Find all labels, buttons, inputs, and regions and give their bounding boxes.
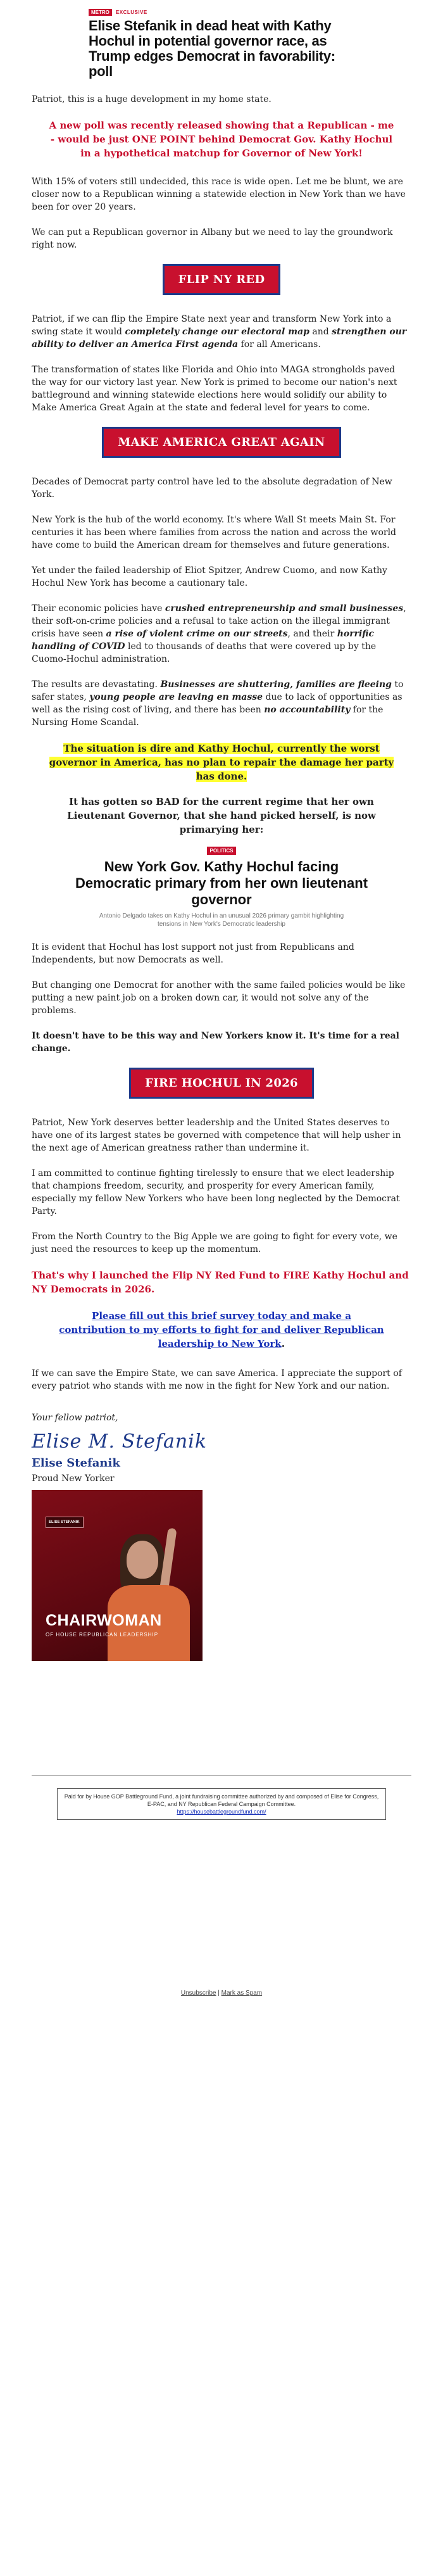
exclusive-tag: EXCLUSIVE [115,9,147,15]
footer-divider [32,1775,411,1776]
evident-paragraph: It is evident that Hochul has lost support not just from Republicans and Independents, but now Democrats as well. [32,942,354,965]
portrait-title: CHAIRWOMAN [46,1612,162,1629]
email-body [32,0,411,1997]
yet-paragraph: Yet under the failed leadership of Eliot Spitzer, Andrew Cuomo, and now Kathy Hochul New York has become a cautionary tale. [32,565,387,588]
results-paragraph [32,678,411,729]
highlight-block [44,742,399,783]
signer-title: Proud New Yorker [32,1474,115,1484]
flip-ny-red-button[interactable]: FLIP NY RED [163,264,281,295]
text-run: due to lack of opportunities as well as the rising cost of living, and there has been [32,692,402,715]
paid-for-link[interactable]: https://housebattlegroundfund.com/ [177,1809,266,1815]
maga-button-wrap [32,427,411,458]
north-paragraph: From the North Country to the Big Apple we are going to fight for every vote, we just need the resources to keep up the momentum. [32,1232,397,1254]
poll-callout: A new poll was recently released showing that a Republican - me - would be just ONE POINT behind Democrat Gov. Kathy Hochul in a hypothetical matchup for Governor of New York! [49,120,394,159]
metro-tag: METRO [89,9,112,16]
emphasis-america-first: strengthen our ability to deliver an America First agenda [32,327,407,350]
article-headline: Elise Stefanik in dead heat with Kathy Hochul in potential governor race, as Trump edges Democrat in favorability: poll [89,18,335,79]
emphasis-electoral-map: completely change our electoral map [125,327,309,337]
groundwork-paragraph: We can put a Republican governor in Albany but we need to lay the groundwork right now. [32,227,393,250]
flip-paragraph [32,313,411,351]
signature-image: Elise M. Stefanik [32,1430,208,1453]
footer-separator: | [216,1990,222,1997]
survey-link-block [57,1309,386,1351]
policies-paragraph [32,602,411,666]
voters-paragraph: With 15% of voters still undecided, this race is wide open. Let me be blunt, we are closer now to a Republican winning a statewide election in New York than we have been for over 20 years. [32,177,406,212]
hub-paragraph: New York is the hub of the world economy. It's where Wall St meets Main St. For centuries it has been where families from across the nation and across the world have come to build the American dream for themselves and future generations. [32,515,397,550]
flip-button-wrap [32,264,411,295]
fire-hochul-button[interactable]: FIRE HOCHUL IN 2026 [129,1068,314,1099]
text-run: led to thousands of deaths that were covered up by the Cuomo-Hochul administration. [32,641,377,664]
launch-callout: That's why I launched the Flip NY Red Fund to FIRE Kathy Hochul and NY Democrats in 2026. [32,1270,409,1295]
maga-button[interactable]: MAKE AMERICA GREAT AGAIN [102,427,340,458]
politics-subhead: Antonio Delgado takes on Kathy Hochul in an unusual 2026 primary gambit highlighting tensions in New York's Democratic leadership [99,912,344,928]
deserves-paragraph: Patriot, New York deserves better leadership and the United States deserves to have one of its largest states be governed with competence that will help usher in the next age of American greatness rather than undermine it. [32,1118,401,1153]
highlighted-text: The situation is dire and Kathy Hochul, currently the worst governor in America, has no plan to repair the damage her party has done. [49,743,394,782]
text-run: to safer states, [32,679,404,702]
transformation-paragraph: The transformation of states like Florida and Ohio into MAGA strongholds paved the way for our victory last year. New York is primed to become our nation's next battleground and winning statewide elections here would solidify our ability to Make America Great Again at the state and federal level for years to come. [32,365,397,413]
survey-link[interactable]: Please fill out this brief survey today and make a contribution to my efforts to fight for and deliver Republican leadership to New York [59,1310,384,1349]
portrait-subtitle: OF HOUSE REPUBLICAN LEADERSHIP [46,1632,159,1638]
doesnt-paragraph: It doesn't have to be this way and New Yorkers know it. It's time for a real change. [32,1031,399,1054]
email-footer [32,1990,411,1997]
survey-link-period: . [281,1337,285,1349]
emphasis-accountability: no accountability [264,705,351,715]
changing-paragraph: But changing one Democrat for another with the same failed policies would be like putting a new paint job on a broken down car, it would not solve any of the problems. [32,980,406,1016]
intro-paragraph: Patriot, this is a huge development in my home state. [32,94,271,104]
emphasis-small-business: crushed entrepreneurship and small businesses [165,603,404,614]
paid-for-disclaimer [57,1788,386,1820]
text-run: The results are devastating. [32,679,161,690]
emphasis-shuttering: Businesses are shuttering, families are fleeing [160,679,392,690]
article-headline-image[interactable] [89,9,354,79]
decades-paragraph: Decades of Democrat party control have led to the absolute degradation of New York. [32,477,392,500]
committed-paragraph: I am committed to continue fighting tirelessly to ensure that we elect leadership that champions freedom, security, and prosperity for every American family, especially my fellow New Yorkers who have been long neglected by the Democrat Party. [32,1168,400,1216]
chairwoman-portrait[interactable] [32,1490,203,1661]
emphasis-covid: horrific handling of COVID [32,629,375,652]
paid-for-text: Paid for by House GOP Battleground Fund, a joint fundraising committee authorized by and composed of Elise for Congress, E-PAC, and NY Republican Federal Campaign Committee. [64,1793,379,1807]
mark-spam-link[interactable]: Mark as Spam [221,1990,263,1997]
politics-tag: POLITICS [207,847,237,855]
article-tags [89,9,354,16]
signer-name: Elise Stefanik [32,1456,120,1470]
text-run: Patriot, if we can flip the Empire State next year and transform New York into a swing state it would [32,314,392,337]
text-run: , and their [287,629,337,639]
fire-button-wrap [32,1068,411,1099]
text-run: Their economic policies have [32,603,165,614]
sign-closing: Your fellow patriot, [32,1413,118,1423]
emphasis-violent-crime: a rise of violent crime on our streets [106,629,288,639]
text-run: for all Americans. [238,339,321,350]
save-paragraph: If we can save the Empire State, we can save America. I appreciate the support of every patriot who stands with me now in the fight for New York and our nation. [32,1368,402,1391]
text-run: for the Nursing Home Scandal. [32,705,384,728]
bad-callout: It has gotten so BAD for the current regime that her own Lieutenant Governor, that she hand picked herself, is now primarying her: [67,796,376,835]
emphasis-leaving: young people are leaving en masse [89,692,263,702]
politics-headline: New York Gov. Kathy Hochul facing Democratic primary from her own lieutenant governor [75,859,368,907]
name-badge: ELISE STEFANIK [46,1517,84,1528]
portrait-figure-head [127,1541,158,1579]
politics-article-image[interactable] [70,843,373,928]
unsubscribe-link[interactable]: Unsubscribe [180,1990,216,1997]
text-run: , their soft-on-crime policies and a refusal to take action on the illegal immigrant crisis have seen [32,603,406,639]
text-run: and [309,327,332,337]
